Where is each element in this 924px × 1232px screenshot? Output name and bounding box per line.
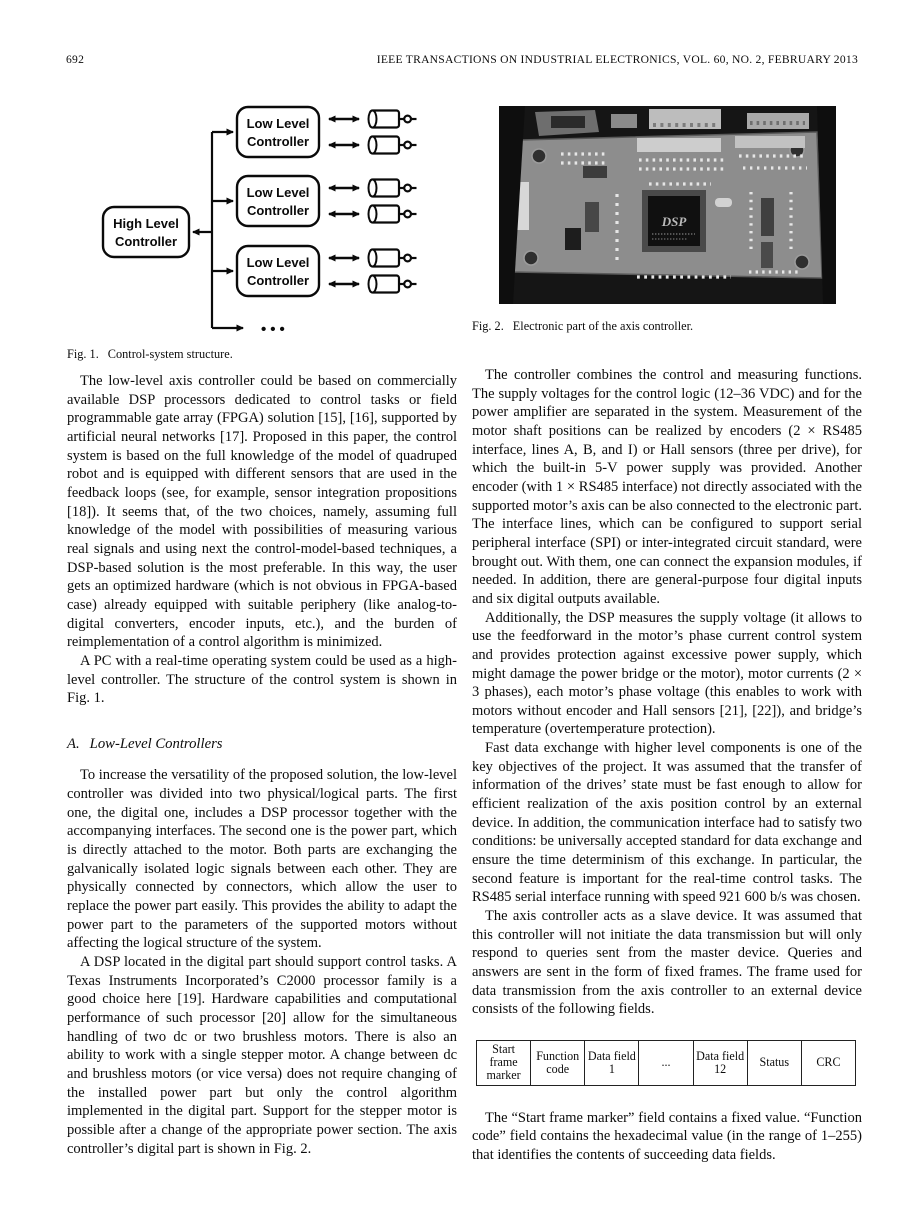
journal-title: IEEE TRANSACTIONS ON INDUSTRIAL ELECTRONICS, VOL. 60, NO. 2, FEBRUARY 2013 [376,53,858,66]
low-level-label-line1: Low Level [246,116,310,131]
section-heading-text: Low-Level Controllers [89,735,223,752]
paragraph: A PC with a real-time operating system could be used as a high-level controller. The structure of the control system is shown in Fig. 1. [67,652,457,707]
high-level-label-line2: Controller [114,234,178,249]
high-level-label-line1: High Level [113,216,179,231]
paragraph: Fast data exchange with higher level components is one of the key objectives of the project. It was assumed that the transfer of information of the drives’ state must be fast enough to allow for efficient realization of the axis position control by an external device. In addition, the communication interface had to satisfy two conditions: be universally accepted standard for data exchange and ensure the time determinism of this exchange. In particular, the second feature is important for the real-time control tasks. The RS485 serial interface running with speed 921 600 b/s was chosen. [472,740,862,906]
screw-hole [532,149,546,163]
paragraph: The low-level axis controller could be based on commercially available DSP processors dedicated to control tasks or field programmable gate array (FPGA) solution [15], [16], supported by artificial neural networks [17]. Proposed in this paper, the control system is based on the full knowledge of the model of quadruped robot and is equipped with different sensors that are used in the feedback loops (see, for example, sensor integration propositions [18]). It seems that, of the two choices, namely, assuming full knowledge of the model with possibilities of measuring various real signals and using next the control-model-based techniques, a DSP-based solution is the most preferable. In this way, the user gets an optimized hardware (which is not obvious in FPGA-based case) already equipped with suitable periphery (like analog-to-digital converters, encoder inputs, etc.), and the burden of reimplementation of a control algorithm is minimized. [67,373,457,651]
frame-field-cell: ... [638,1041,692,1085]
capacitor [565,228,581,250]
motor-icon [369,137,417,154]
paragraph: The axis controller acts as a slave device. It was assumed that this controller will not initiate the data transmission but will only respond to queries sent from the master device. Queries and answers are sent in the form of fixed frames. The frame used for data transmission from the axis controller to an external device consists of the following fields. [472,908,862,1018]
pcb-board [514,132,822,278]
svg-text:Low Level [247,116,310,131]
figure2-caption [472,319,862,334]
low-level-controller-box [237,246,319,296]
right-column [472,366,862,1165]
low-level-label-line2: Controller [246,273,310,288]
motor-link-arrows [329,119,359,284]
frame-field-cell: Start frame marker [486,1041,521,1083]
svg-text:High Level [113,216,179,231]
paragraph: The controller combines the control and measuring functions. The supply voltages for the control logic (12–36 VDC) and for the power amplifier are separated in the system. Measurement of the motor shaft positions can be realized by encoders (2 × RS485 interface, lines A, B, and I) or Hall sensors (three per drive), for which the built-in 5-V power supply was provided. Another encoder (with 1 × RS485 interface) not directly associated with the supported motor’s axis can be also connected to the electronic part. The interface lines, which can be configured to support serial peripheral interface (SPI) or inter-integrated circuit standard, were brought out. With them, one can connect the expansion modules, if needed. In addition, there are general-purpose four digital inputs and six digital outputs available. [472,367,862,607]
frame-field-cell: Data field 12 [693,1041,747,1085]
axis-controller-photo [499,106,836,304]
figure1-diagram [67,100,457,343]
high-level-controller-box [103,207,189,257]
section-heading-label: A. [67,735,80,752]
low-level-label-line2: Controller [246,134,310,149]
low-level-label-line1: Low Level [246,255,310,270]
motor-icon [369,111,417,128]
low-level-label-line1: Low Level [246,185,310,200]
motor-icon [369,250,417,267]
pin-header [735,136,805,148]
small-ic [761,242,773,268]
svg-text:Controller [247,203,309,218]
figure2-caption-label: Fig. 2. [472,319,504,333]
low-level-controller-box [237,176,319,226]
pin-header [637,138,721,152]
crystal [715,198,732,207]
small-ic [583,166,607,178]
motor-icon [369,276,417,293]
figure2-caption-text: Electronic part of the axis controller. [512,319,694,333]
low-level-label-line2: Controller [246,203,310,218]
paragraph: Additionally, the DSP measures the supply voltage (it allows to use the feedforward in the motor’s phase current control system and provides protection against excessive power supply, which might damage the power bridge or the motor), motor currents (2 × 3 phases), each motor’s phase voltage (this enables to work with motors without encoder and Hall sensors [21], [22]), and bridge’s temperature (overtemperature protection). [472,609,862,738]
figure1-caption-label: Fig. 1. [67,347,99,361]
frame-field-cell: Data field 1 [584,1041,638,1085]
dsp-chip-label: DSP [661,214,686,229]
control-system-diagram [67,100,457,343]
svg-text:Low Level [247,255,310,270]
paragraph: A DSP located in the digital part should support control tasks. A Texas Instruments Incorporated’s C2000 processor family is a good choice here [19]. Hardware capabilities and computational performance of such processor [20] allow for the simultaneous handling of two dc or two brushless motors. There is also an ability to work with a single stepper motor. A change between dc and brushless motors (or vice versa) does not require changing of the installed power part but only the control algorithm implemented in the digital part. Support for the stepper motor is possible after a change of the appropriate power section. The axis controller’s digital part is shown in Fig. 2. [67,954,457,1157]
svg-text:Low Level [247,185,310,200]
page-header [66,53,858,66]
small-ic [761,198,774,236]
ellipsis-dots: ••• [261,321,289,338]
svg-text:Controller [247,134,309,149]
figure1-caption [67,347,457,362]
frame-field-cell: CRC [801,1041,855,1085]
low-level-controller-box [237,107,319,157]
svg-text:Controller [247,273,309,288]
motor-icon [369,206,417,223]
dsp-chip [642,190,706,252]
left-column [67,372,457,1158]
motor-icon [369,180,417,197]
frame-structure-table [476,1040,856,1086]
frame-field-cell: Status [747,1041,801,1085]
page-number: 692 [66,53,85,66]
paragraph: The “Start frame marker” field contains a fixed value. “Function code” field contains the hexadecimal value (in the range of 1–255) that identifies the contents of succeeding data fields. [472,1109,862,1163]
figure2-photo [472,106,862,306]
svg-text:Controller [115,234,177,249]
screw-hole [795,255,809,269]
bus-lines [193,132,243,328]
small-ic [585,202,599,232]
figure1-caption-text: Control-system structure. [107,347,233,361]
paragraph: To increase the versatility of the proposed solution, the low-level controller was divided into two physical/logical parts. The first one, the digital one, includes a DSP processor together with the accompanying interfaces. The second one is the power part, which is directly attached to the motor. Both parts are exchanging the galvanically isolated logic signals between each other. They are physically connected by connectors, which allow the user to replace the power part easily. This provides the ability to adapt the power part to the parameters of the supported motors without affecting the logical structure of the system. [67,767,457,952]
screw-hole [524,251,538,265]
section-heading [67,735,457,754]
frame-field-cell: Function code [530,1041,584,1085]
